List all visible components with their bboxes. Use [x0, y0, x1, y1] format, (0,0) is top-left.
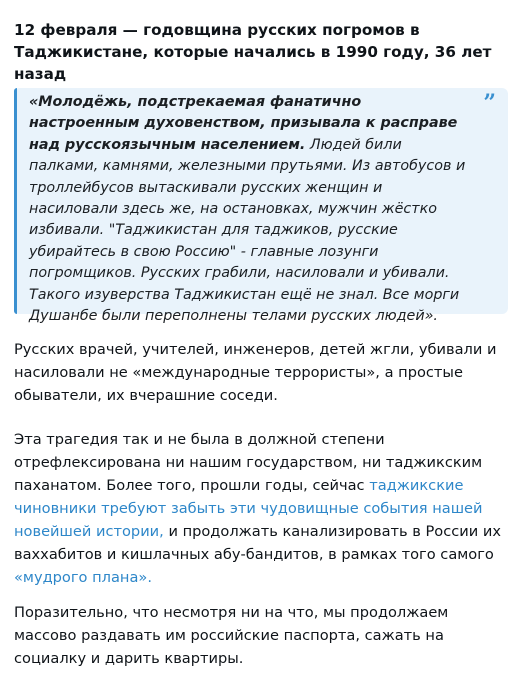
paragraph-3: Поразительно, что несмотря ни на что, мы продолжаем массово раздавать им российские паспорта, сажать на социалку и дарить квартиры. [14, 604, 449, 667]
paragraph-2-part-2: и продолжать канализировать в России их ваххабитов и кишлачных абу-бандитов, в рамках того самого [14, 523, 502, 563]
quote-body: Людей били палками, камнями, железными прутьями. Из автобусов и троллейбусов вытаскивали русских женщин и насиловали здесь же, на остановках, мужчин жёстко избивали. "Таджикистан для таджиков, русские убирайтесь в свою Россию" - главные лозунги погромщиков. Русских грабили, насиловали и убивали. Такого изуверства Таджикистан ещё не знал. Все морги Душанбе были переполнены телами русских людей». [29, 136, 466, 325]
paragraph-2 [14, 428, 514, 589]
post-title: 12 февраля — годовщина русских погромов в Таджикистане, которые начались в 1990 году, 36 лет назад [14, 21, 492, 83]
blockquote [14, 88, 508, 325]
paragraph-1: Русских врачей, учителей, инженеров, детей жгли, убивали и насиловали не «международные террористы», а простые обыватели, их вчерашние соседи. [14, 341, 497, 404]
quote-accent-bar [14, 88, 17, 314]
quote-lead-bold: «Молодёжь, подстрекаемая фанатично настроенным духовенством, призывала к расправе над русскоязычным населением. [29, 94, 458, 153]
paragraph-2-part-1: Эта трагедия так и не была в должной степени отрефлексирована ни нашим государством, ни таджикским паханатом. Более того, прошли годы, сейчас [14, 431, 483, 494]
wise-plan-link[interactable]: «мудрого плана». [14, 569, 152, 586]
quote-text [29, 92, 470, 327]
officials-link[interactable]: таджикские чиновники требуют забыть эти чудовищные события нашей новейшей истории, [14, 477, 483, 540]
quote-marks-icon: ” [483, 90, 496, 116]
